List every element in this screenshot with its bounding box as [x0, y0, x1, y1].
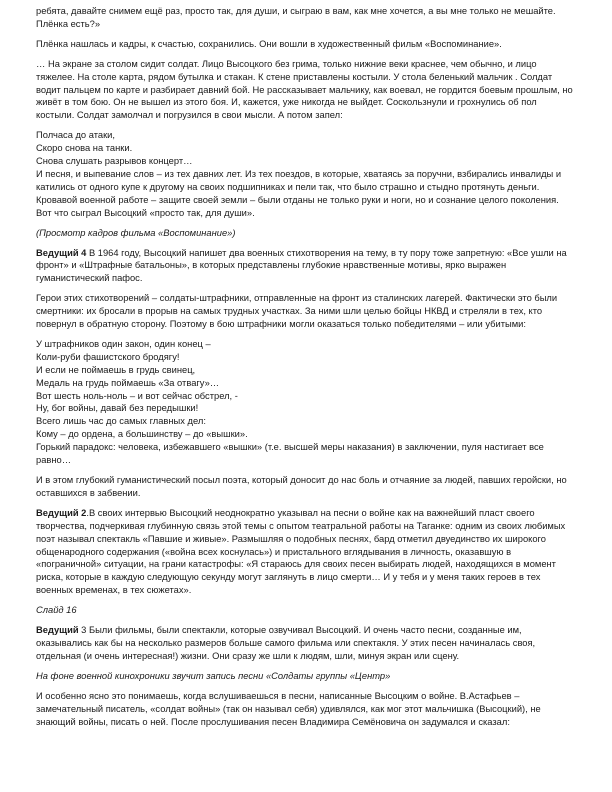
- song-excerpt-2: [36, 338, 576, 441]
- paragraph-soldier-scene: … На экране за столом сидит солдат. Лицо Высоцкого без грима, только нижние веки краснее, чем обычно, и лицо тяжелее. На столе карта, рядом бутылка и стакан. К стене приставлены костыли. У стола беленький мальчик . Солдат водит пальцем по карте и разбирает давний бой. Не рассказывает мальчику, как воевал, не гордится боевым прошлым, но живёт в том бою. Он не вышел из этого боя. И, кажется, уже никогда не выйдет. Соскользнули и грохнулись об пол костыли. Солдат замолчал и погрузился в свои мысли. А потом запел:: [36, 58, 573, 121]
- paragraph-text: .В своих интервью Высоцкий неоднократно указывал на песни о войне как на важнейший пласт своего творчества, подчеркивая глубинную связь этой темы с опытом театральной работы на Таганке: одним из своих любимых поэт называл спектакль «Павшие и живые». Размышляя о подобных песнях, бард отметил двуединство их широкого общенародного содержания («война всех коснулась») и пристального вглядывания в личность, оказавшую в «пограничной» ситуации, на грани катастрофы: «Я стараюсь для своих песен выбирать людей, находящихся в момент риска, которые в каждую следующую секунду могут заглянуть в лицо смерти… И у тебя и у меня таких героев в тех военных временах, в тех сюжетах».: [36, 507, 566, 596]
- song-line: Коли-руби фашистского бродягу!: [36, 351, 180, 362]
- stage-note-film: (Просмотр кадров фильма «Воспоминание»): [36, 227, 236, 238]
- paragraph-paradox: Горький парадокс: человека, избежавшего «вышки» (т.е. высшей меры наказания) в заключении, пуля настигает все равно…: [36, 442, 544, 466]
- paragraph-astafiev: И особенно ясно это понимаешь, когда вслушиваешься в песни, написанные Высоцким о войне. В.Астафьев – замечательный писатель, «солдат войны» (так он называл себя) удивлялся, как мог этот мальчишка (Высоцкий), не знающий войны, писать о ней. После прослушивания песен Владимира Семёновича он задумался и сказал:: [36, 690, 541, 727]
- song-line: Всего лишь час до самых главных дел:: [36, 416, 206, 427]
- song-line: Кому – до ордена, а большинству – до «вышки».: [36, 429, 248, 440]
- paragraph-host3: [36, 624, 576, 663]
- paragraph-text: 3 Были фильмы, были спектакли, которые озвучивал Высоцкий. И очень часто песни, созданные им, оказывались как бы на несколько размеров больше самого фильма или спектакля. У этих песен начиналась своя, отдельная (и очень интересная!) жизни. Они сразу же шли к людям, шли, минуя экран или сцену.: [36, 625, 536, 661]
- paragraph-host2: [36, 507, 576, 597]
- song-line: Скоро снова на танки.: [36, 143, 133, 154]
- paragraph-film: Плёнка нашлась и кадры, к счастью, сохранились. Они вошли в художественный фильм «Воспоминание».: [36, 38, 502, 49]
- song-line: У штрафников один закон, один конец –: [36, 338, 211, 349]
- slide-label: Слайд 16: [36, 605, 77, 616]
- paragraph-invalids: И песня, и выпевание слов – из тех давних лет. Из тех поездов, в которые, хватаясь за поручни, взбирались инвалиды и катились от одного купе к другому на своих подшипниках и пели так, что было страшно и стыдно протянуть деньги. Кровавой военной работе – защите своей земли – были отданы не только руки и ноги, но и сознание целого поколения. Вот что сыграл Высоцкий «просто так, для души».: [36, 168, 562, 218]
- paragraph-humanism: И в этом глубокий гуманистический посыл поэта, который доносит до нас боль и отчаяние за людей, павших геройски, но оставшихся в забвении.: [36, 475, 567, 498]
- paragraph-host4: [36, 247, 576, 286]
- song-line: Медаль на грудь поймаешь «За отвагу»…: [36, 377, 220, 388]
- speaker-label: Ведущий 4: [36, 247, 87, 258]
- speaker-label: Ведущий 2: [36, 507, 87, 518]
- song-line: И если не поймаешь в грудь свинец,: [36, 364, 196, 375]
- paragraph-penal-soldiers: Герои этих стихотворений – солдаты-штрафники, отправленные на фронт из сталинских лагерей. Фактически это были смертники: их бросали в прорыв на самых трудных участках. За ними шли целью бойцы НКВД и стреляли в тех, кто повернул в обратную сторону. Поэтому в бою штрафники могли оказаться только победителями – или убитыми:: [36, 293, 558, 330]
- stage-note-chronicle: На фоне военной кинохроники звучит запись песни «Солдаты группы «Центр»: [36, 670, 391, 681]
- paragraph-intro-quote: ребята, давайте снимем ещё раз, просто так, для души, и сыграю в вам, как мне хочется, а вы мне только не мешайте. Плёнка есть?»: [36, 6, 556, 29]
- paragraph-text: В 1964 году, Высоцкий напишет два военных стихотворения на тему, в ту пору тоже запретную: «Все ушли на фронт» и «Штрафные батальоны», в которых представлены глубокие нравственные мотивы, ярко выражен гуманистический пафос.: [36, 247, 567, 284]
- song-line: Вот шесть ноль-ноль – и вот сейчас обстрел, -: [36, 390, 238, 401]
- speaker-label: Ведущий: [36, 625, 79, 636]
- song-line: Снова слушать разрывов концерт…: [36, 156, 193, 167]
- song-line: Полчаса до атаки,: [36, 130, 115, 141]
- song-excerpt-1: [36, 129, 576, 168]
- song-line: Ну, бог войны, давай без передышки!: [36, 403, 199, 414]
